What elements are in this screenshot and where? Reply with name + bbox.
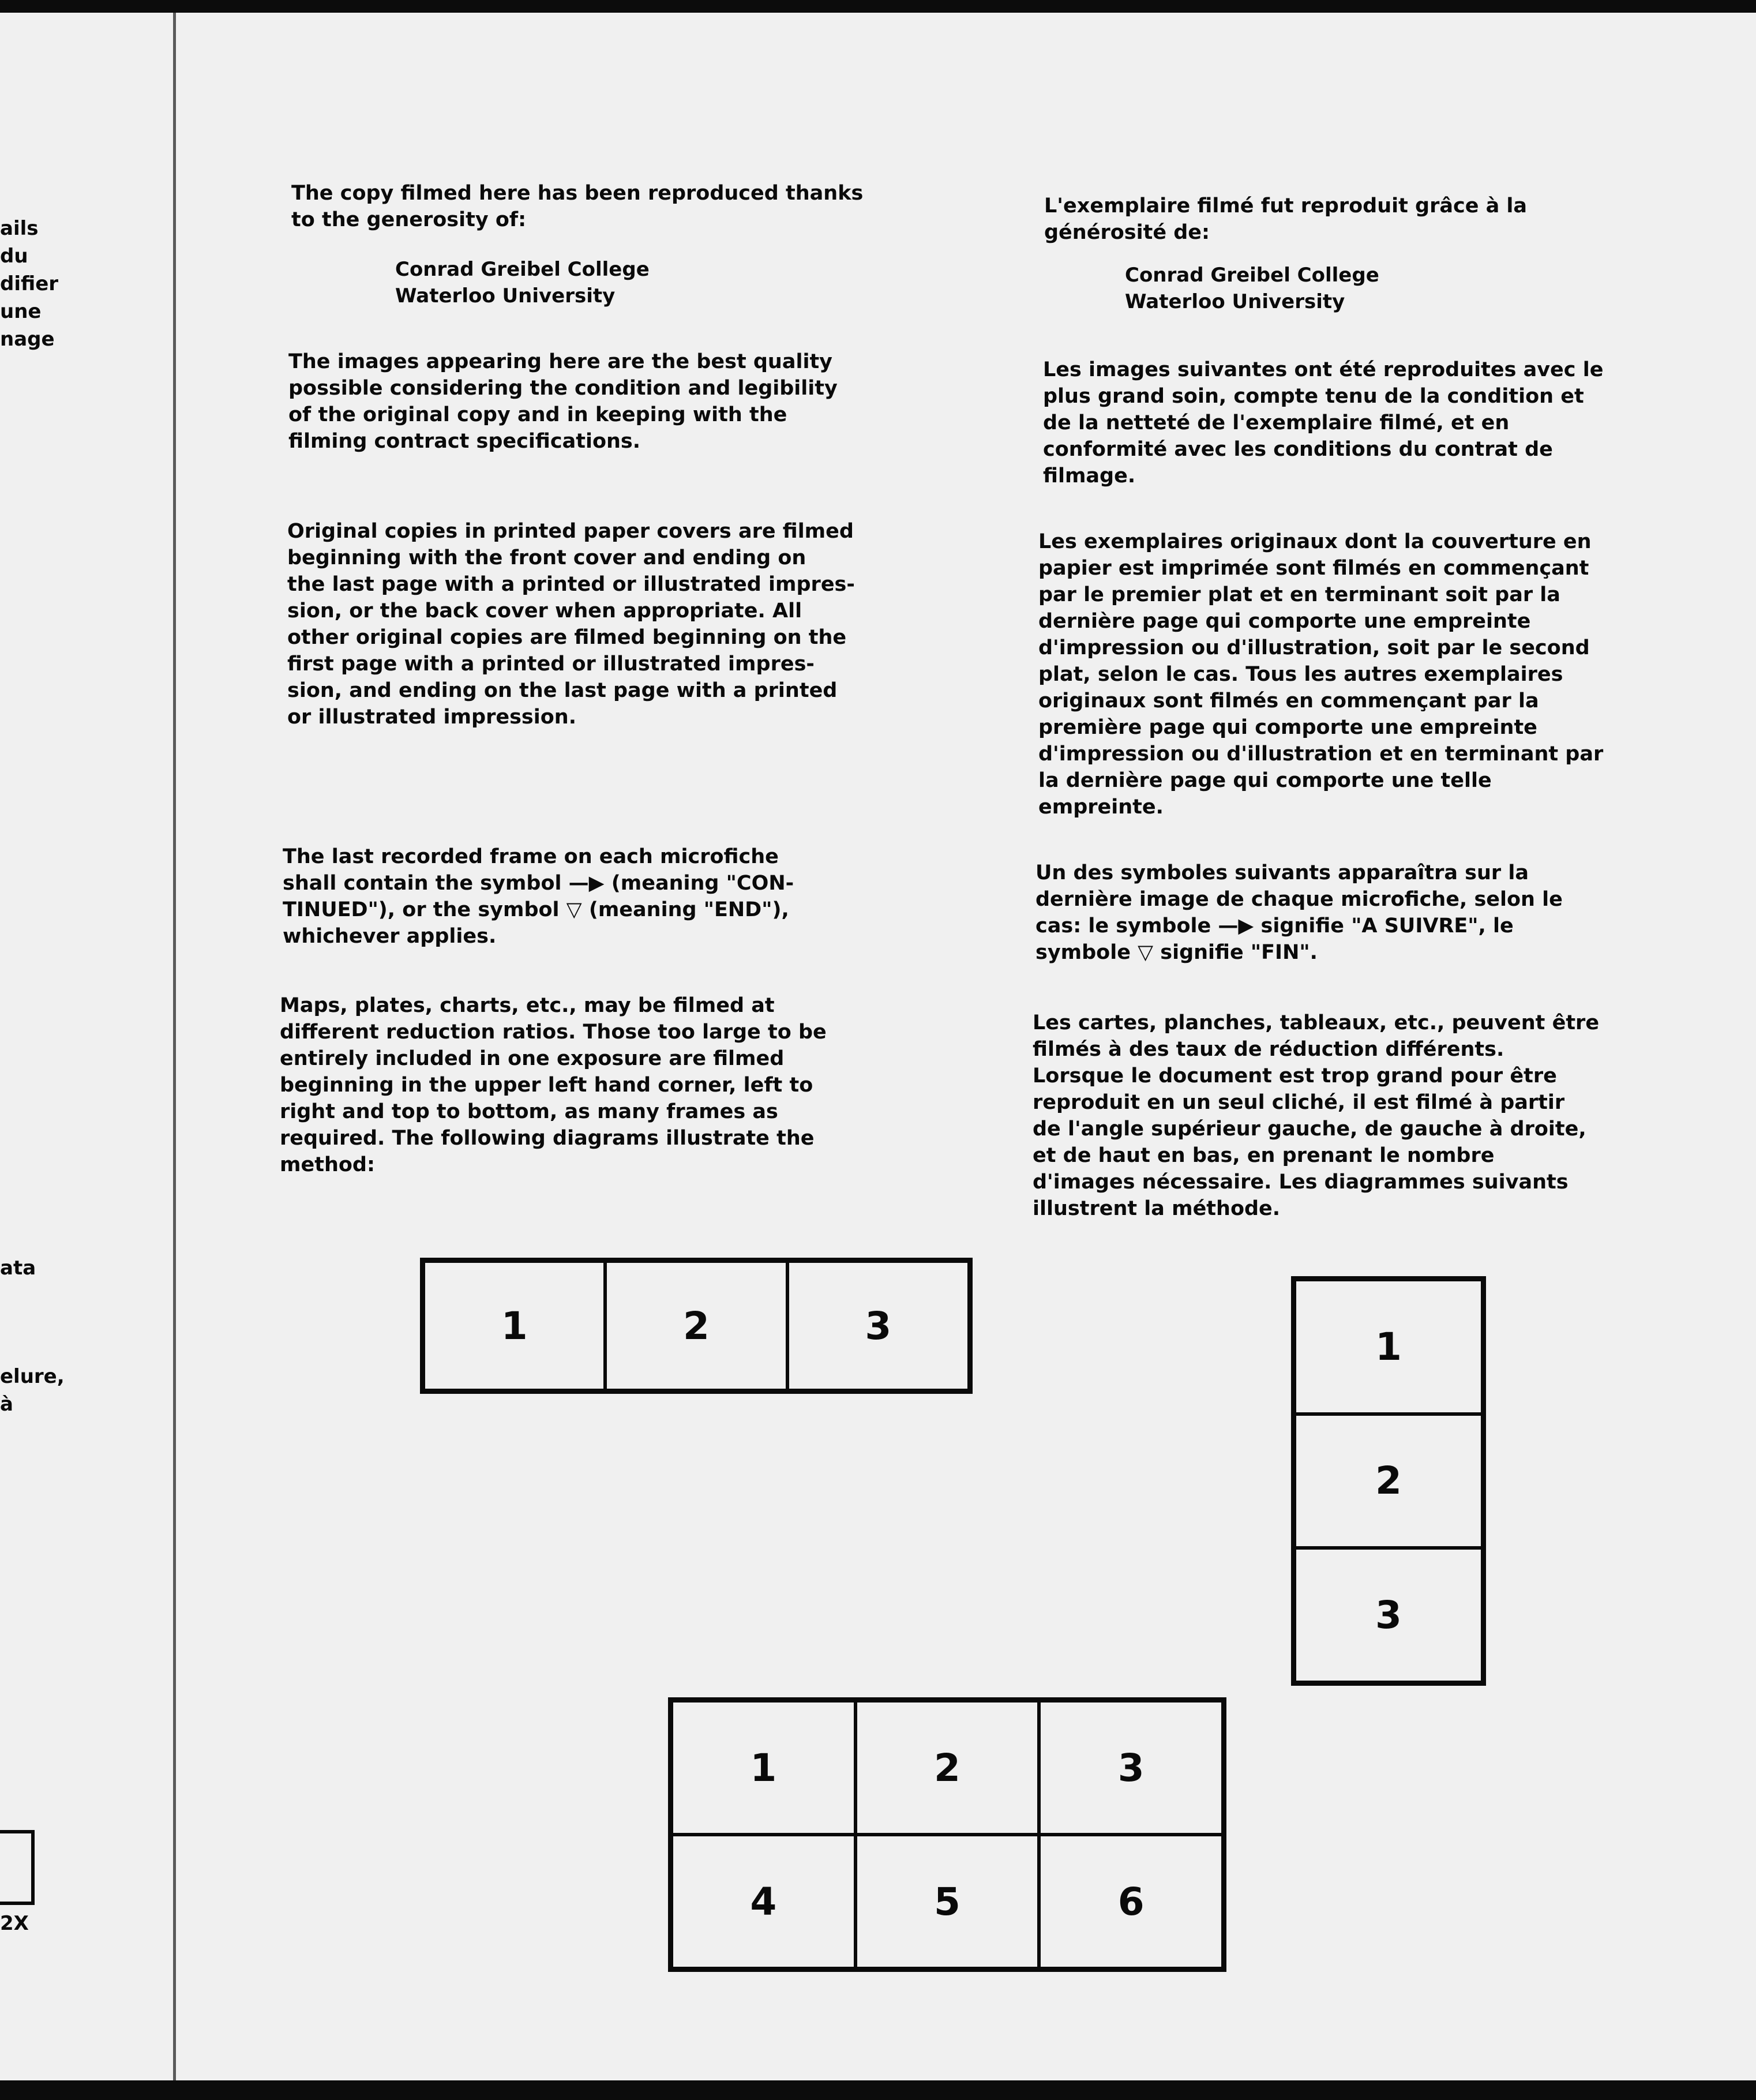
english-originals-paragraph: Original copies in printed paper covers are filmed beginning with the front cover and ending on the last page with a printed or illustrated impres- sion, or the back cover when appropriate. All other original copies are filmed beginning on the first page with a printed or illustrated impres- sion, and ending on the last page with a printed or illustrated impression. [287, 520, 855, 729]
frame-cell: 6 [1039, 1835, 1223, 1968]
left-fragment: une [0, 300, 42, 323]
frame-cell: 1 [671, 1701, 856, 1835]
english-intro: The copy filmed here has been reproduced thanks to the generosity of: [291, 182, 864, 231]
left-fragment: 2X [0, 1912, 29, 1935]
cut-off-frame [0, 1830, 35, 1905]
diagram-row [420, 1258, 973, 1394]
french-symbols-paragraph: Un des symboles suivants apparaîtra sur la dernière image de chaque microfiche, selon le cas: le symbole —▶ signifie "A SUIVRE", le symbole ▽ signifie "FIN". [1035, 861, 1563, 964]
english-quality-paragraph: The images appearing here are the best quality possible considering the condition and legibility of the original copy and in keeping with the filming contract specifications. [288, 350, 838, 453]
english-symbols-paragraph: The last recorded frame on each microfiche shall contain the symbol —▶ (meaning "CON- TINUED"), or the symbol ▽ (meaning "END"), whichever applies. [283, 845, 794, 948]
frame-cell: 2 [605, 1261, 787, 1390]
frame-cell: 1 [423, 1261, 605, 1390]
english-maps-paragraph: Maps, plates, charts, etc., may be filmed at different reduction ratios. Those too large to be entirely included in one exposure are filmed beginning in the upper left hand corner, left to right and top to bottom, as many frames as required. The following diagrams illustrate the method: [280, 994, 827, 1176]
diagram-column [1291, 1276, 1486, 1686]
french-donor: Conrad Greibel College Waterloo University [1125, 264, 1379, 313]
left-fragment: nage [0, 328, 55, 351]
frame-cell: 5 [856, 1835, 1040, 1968]
left-fragment: difier [0, 272, 59, 295]
frame-cell: 3 [787, 1261, 969, 1390]
left-fragment: ails [0, 217, 39, 240]
frame-cell: 3 [1295, 1548, 1483, 1682]
french-quality-paragraph: Les images suivantes ont été reproduites avec le plus grand soin, compte tenu de la condition et de la netteté de l'exemplaire filmé, et en conformité avec les conditions du contrat de filmage. [1043, 358, 1604, 487]
left-fragment: du [0, 245, 28, 268]
frame-cell: 2 [856, 1701, 1040, 1835]
english-donor: Conrad Greibel College Waterloo University [395, 258, 650, 308]
left-fragment: à [0, 1393, 13, 1416]
scan-border [0, 2080, 1756, 2100]
frame-cell: 3 [1039, 1701, 1223, 1835]
french-maps-paragraph: Les cartes, planches, tableaux, etc., peuvent être filmés à des taux de réduction différents. Lorsque le document est trop grand pour être reproduit en un seul cliché, il est filmé à partir de l'angle supérieur gauche, de gauche à droite, et de haut en bas, en prenant le nombre d'images nécessaire. Les diagrammes suivants illustrent la méthode. [1033, 1011, 1600, 1220]
left-fragment: ata [0, 1257, 36, 1280]
page-fold-line [173, 13, 176, 2095]
frame-cell: 2 [1295, 1414, 1483, 1548]
frame-cell: 1 [1295, 1280, 1483, 1414]
diagram-grid [668, 1697, 1226, 1972]
scanned-page [0, 13, 1756, 2095]
frame-cell: 4 [671, 1835, 856, 1968]
french-originals-paragraph: Les exemplaires originaux dont la couverture en papier est imprimée sont filmés en commençant par le premier plat et en terminant soit par la dernière page qui comporte une empreinte d'impression ou d'illustration, soit par le second plat, selon le cas. Tous les autres exemplaires originaux sont filmés en commençant par la première page qui comporte une empreinte d'impression ou d'illustration et en terminant par la dernière page qui comporte une telle empreinte. [1038, 530, 1604, 819]
left-fragment: elure, [0, 1365, 65, 1388]
french-intro: L'exemplaire filmé fut reproduit grâce à la générosité de: [1044, 194, 1528, 244]
